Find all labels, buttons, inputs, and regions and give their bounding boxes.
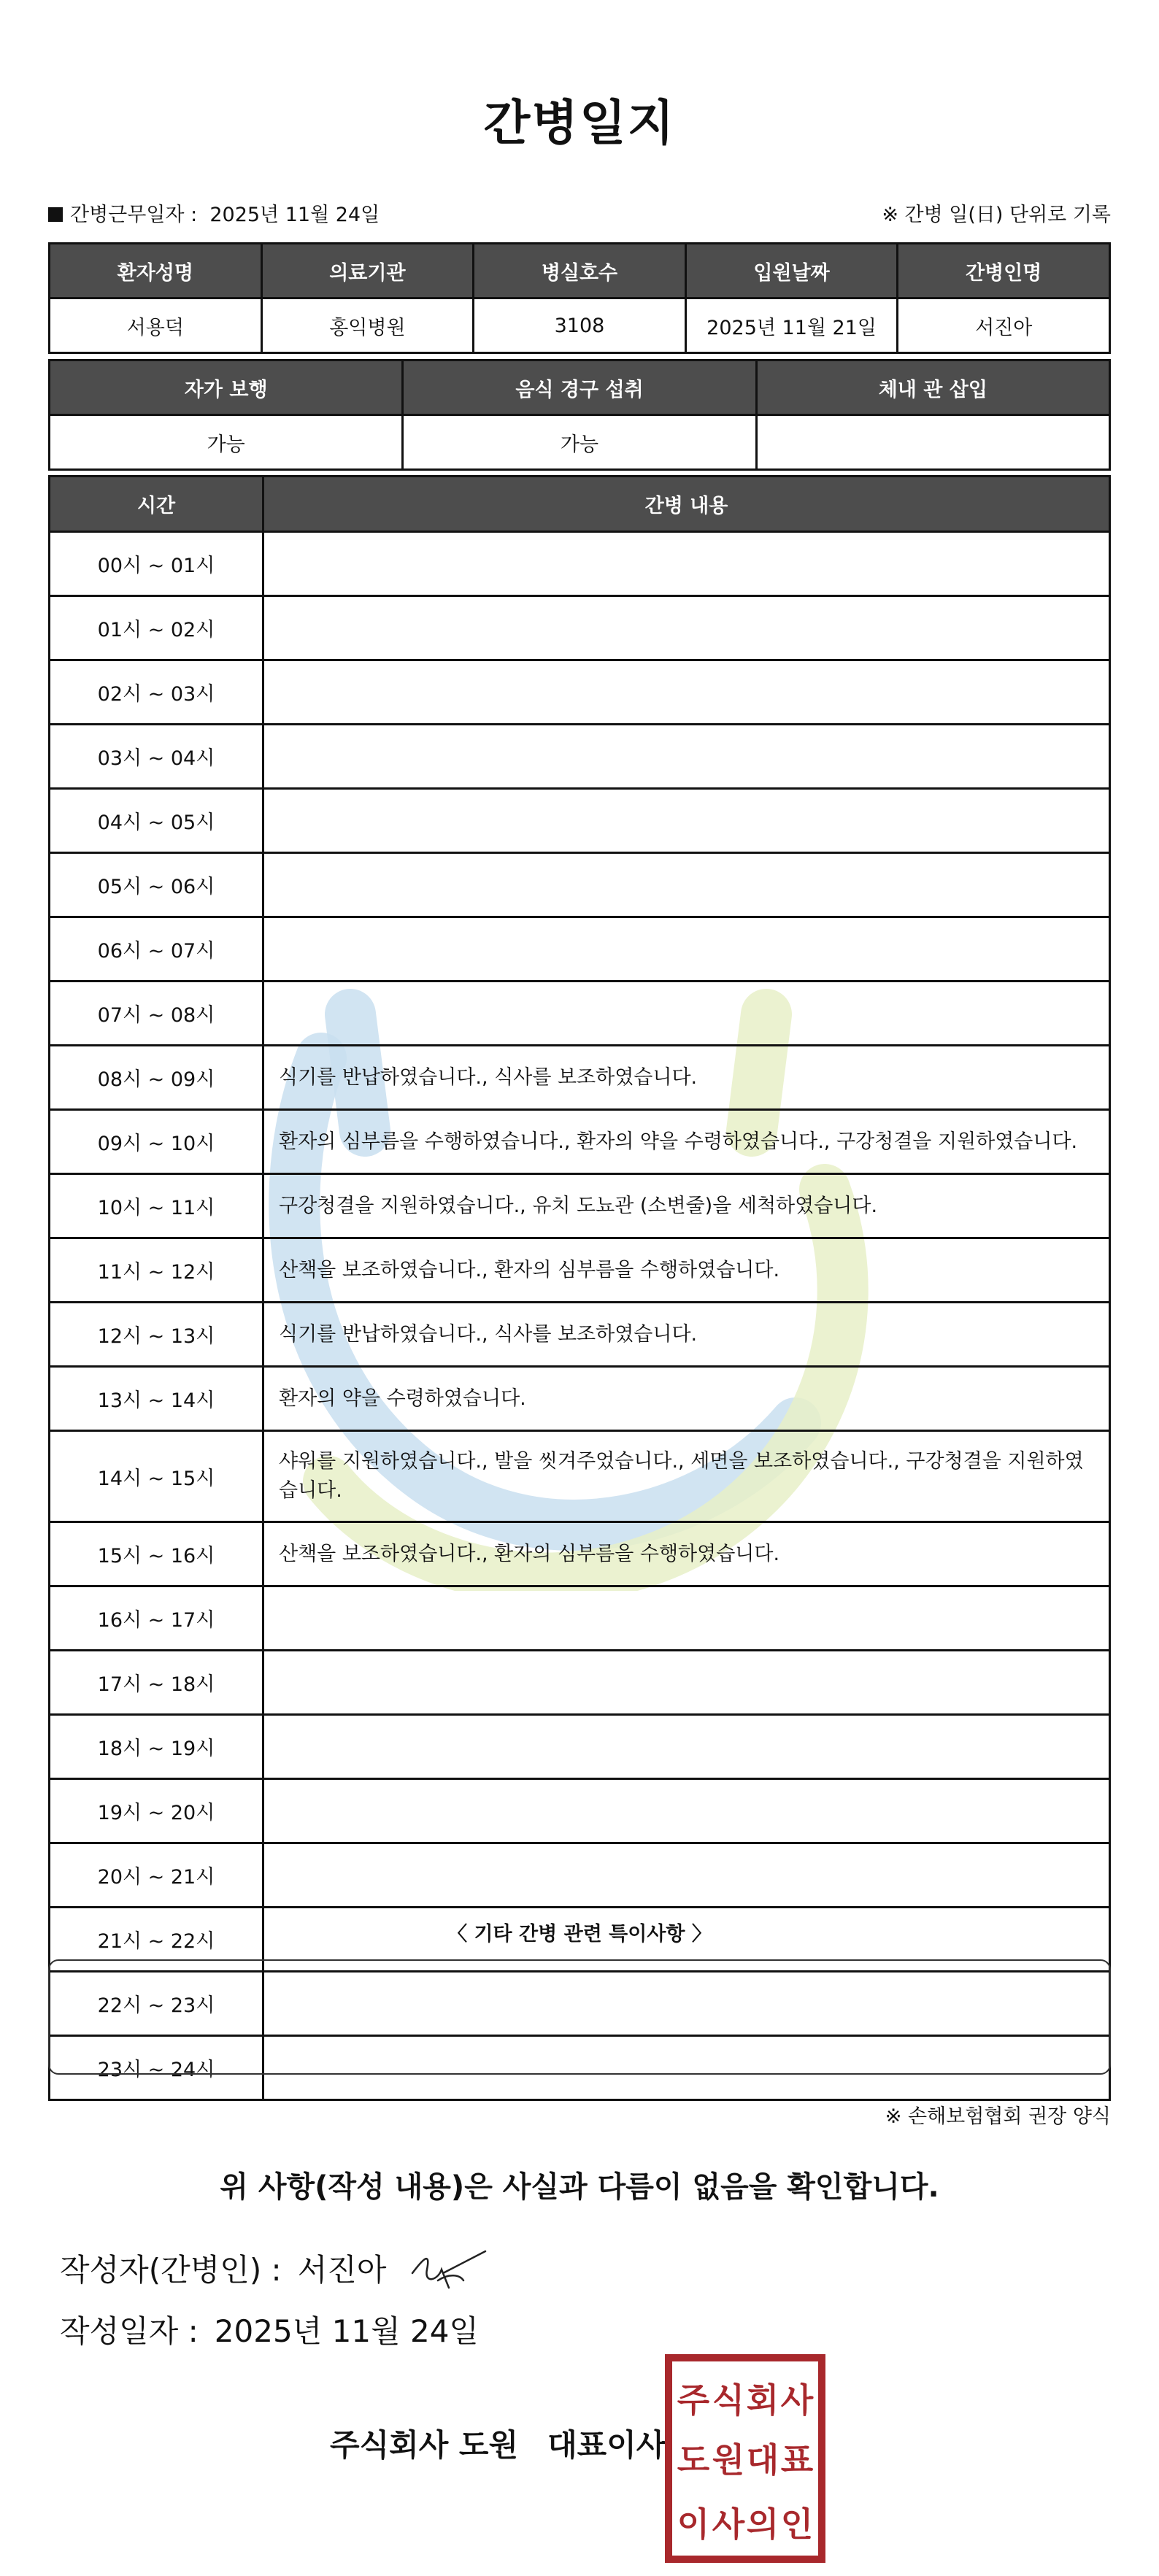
header-care-content: 간병 내용 (263, 477, 1110, 532)
seal-glyphs (677, 2380, 814, 2544)
log-row (50, 1431, 1110, 1522)
log-note-cell (263, 532, 1110, 596)
log-row (50, 1238, 1110, 1303)
log-time-cell: 17시 ~ 18시 (50, 1651, 263, 1715)
tube-insertion-value (756, 415, 1109, 470)
patient-info-table (48, 242, 1111, 354)
seal-glyph: 사 (780, 2380, 814, 2420)
writer-name: 서진아 (297, 2252, 387, 2288)
work-date-value: 2025년 11월 24일 (209, 204, 380, 226)
log-time-cell: 14시 ~ 15시 (50, 1431, 263, 1522)
log-time-cell: 04시 ~ 05시 (50, 789, 263, 853)
patient-info-header-row (50, 244, 1110, 298)
written-date-label: 작성일자 : (60, 2313, 199, 2349)
log-time-cell: 05시 ~ 06시 (50, 853, 263, 917)
log-row (50, 1110, 1110, 1174)
seal-glyph: 사 (712, 2504, 745, 2544)
handwritten-signature (398, 2229, 493, 2299)
log-note-cell: 식기를 반납하였습니다., 식사를 보조하였습니다. (263, 1046, 1110, 1110)
caregiver-name-value: 서진아 (898, 298, 1110, 353)
log-time-cell: 07시 ~ 08시 (50, 982, 263, 1046)
header-patient-name: 환자성명 (50, 244, 262, 298)
admission-date-value: 2025년 11월 21일 (685, 298, 898, 353)
written-date-value: 2025년 11월 24일 (214, 2313, 479, 2349)
company-title: 대표이사 (547, 2427, 666, 2463)
log-note-cell (263, 660, 1110, 725)
log-row (50, 1174, 1110, 1238)
log-time-cell: 19시 ~ 20시 (50, 1779, 263, 1843)
log-body (50, 532, 1110, 2100)
self-walking-value: 가능 (50, 415, 403, 470)
work-date-label: 간병근무일자 : (70, 204, 198, 226)
header-time: 시간 (50, 477, 263, 532)
patient-name-value: 서용덕 (50, 298, 262, 353)
log-time-cell: 21시 ~ 22시 (50, 1908, 263, 1972)
status-info-value-row (50, 415, 1110, 470)
company-name: 주식회사 도원 (330, 2427, 519, 2463)
header-caregiver-name: 간병인명 (898, 244, 1110, 298)
log-note-cell (263, 1715, 1110, 1779)
others-section-title: 〈 기타 간병 관련 특이사항 〉 (447, 1923, 712, 1946)
log-row (50, 596, 1110, 660)
log-note-cell: 구강청결을 지원하였습니다., 유치 도뇨관 (소변줄)을 세척하였습니다. (263, 1174, 1110, 1238)
confirmation-statement: 위 사항(작성 내용)은 사실과 다름이 없음을 확인합니다. (220, 2170, 939, 2204)
company-seal-stamp (664, 2353, 826, 2564)
hospital-value: 홍익병원 (261, 298, 474, 353)
log-row (50, 1046, 1110, 1110)
log-time-cell: 10시 ~ 11시 (50, 1174, 263, 1238)
log-row (50, 982, 1110, 1046)
log-row (50, 1303, 1110, 1367)
room-number-value: 3108 (474, 298, 686, 353)
seal-glyph: 표 (780, 2440, 814, 2480)
header-admission-date: 입원날짜 (685, 244, 898, 298)
writer-label: 작성자(간병인) : (60, 2252, 282, 2288)
log-row (50, 1522, 1110, 1586)
work-date-line (48, 198, 380, 227)
seal-glyph: 도 (677, 2440, 710, 2480)
log-row (50, 725, 1110, 789)
seal-glyph: 의 (746, 2504, 779, 2544)
log-note-cell: 환자의 심부름을 수행하였습니다., 환자의 약을 수령하였습니다., 구강청결을 지원하였습니다. (263, 1110, 1110, 1174)
status-info-table (48, 359, 1111, 471)
log-time-cell: 15시 ~ 16시 (50, 1522, 263, 1586)
log-note-cell: 샤워를 지원하였습니다., 발을 씻겨주었습니다., 세면을 보조하였습니다., 구강청결을 지원하였습니다. (263, 1431, 1110, 1522)
log-time-cell: 11시 ~ 12시 (50, 1238, 263, 1303)
log-row (50, 917, 1110, 982)
log-time-cell: 03시 ~ 04시 (50, 725, 263, 789)
seal-glyph: 회 (746, 2380, 779, 2420)
seal-glyph: 식 (712, 2380, 745, 2420)
log-note-cell (263, 725, 1110, 789)
log-note-cell (263, 596, 1110, 660)
log-header-row (50, 477, 1110, 532)
log-time-cell: 02시 ~ 03시 (50, 660, 263, 725)
seal-glyph: 인 (780, 2504, 814, 2544)
oral-intake-value: 가능 (403, 415, 756, 470)
unit-note: ※ 간병 일(日) 단위로 기록 (882, 204, 1111, 226)
log-row (50, 1779, 1110, 1843)
patient-info-value-row (50, 298, 1110, 353)
log-note-cell (263, 1651, 1110, 1715)
log-time-cell: 01시 ~ 02시 (50, 596, 263, 660)
log-row (50, 789, 1110, 853)
status-info-header-row (50, 360, 1110, 415)
log-row (50, 1367, 1110, 1431)
writer-line (60, 2246, 386, 2290)
header-self-walking: 자가 보행 (50, 360, 403, 415)
log-row (50, 1586, 1110, 1651)
square-bullet-icon (48, 207, 63, 222)
log-row (50, 1651, 1110, 1715)
log-note-cell: 식기를 반납하였습니다., 식사를 보조하였습니다. (263, 1303, 1110, 1367)
log-note-cell (263, 1586, 1110, 1651)
log-note-cell (263, 1843, 1110, 1908)
log-time-cell: 13시 ~ 14시 (50, 1367, 263, 1431)
log-row (50, 853, 1110, 917)
seal-glyph: 이 (677, 2504, 710, 2544)
others-notes-box (48, 1959, 1111, 2075)
header-tube-insertion: 체내 관 삽입 (756, 360, 1109, 415)
log-note-cell (263, 982, 1110, 1046)
written-date-line (60, 2307, 479, 2351)
log-time-cell: 16시 ~ 17시 (50, 1586, 263, 1651)
log-time-cell: 12시 ~ 13시 (50, 1303, 263, 1367)
log-note-cell (263, 1779, 1110, 1843)
log-note-cell: 산책을 보조하였습니다., 환자의 심부름을 수행하였습니다. (263, 1238, 1110, 1303)
hourly-care-log-table (48, 475, 1111, 2101)
log-time-cell: 18시 ~ 19시 (50, 1715, 263, 1779)
log-time-cell: 23시 ~ 24시 (50, 2036, 263, 2100)
header-room-number: 병실호수 (474, 244, 686, 298)
log-row (50, 1715, 1110, 1779)
log-row (50, 660, 1110, 725)
log-time-cell: 06시 ~ 07시 (50, 917, 263, 982)
log-note-cell: 환자의 약을 수령하였습니다. (263, 1367, 1110, 1431)
log-note-cell (263, 853, 1110, 917)
company-line (330, 2421, 666, 2465)
log-row (50, 532, 1110, 596)
log-time-cell: 00시 ~ 01시 (50, 532, 263, 596)
log-row (50, 1843, 1110, 1908)
seal-glyph: 대 (746, 2440, 779, 2480)
form-source-note: ※ 손해보험협회 권장 양식 (885, 2105, 1111, 2128)
page-title: 간병일지 (483, 95, 676, 151)
log-time-cell: 22시 ~ 23시 (50, 1972, 263, 2036)
header-hospital: 의료기관 (261, 244, 474, 298)
header-oral-intake: 음식 경구 섭취 (403, 360, 756, 415)
log-note-cell (263, 917, 1110, 982)
log-time-cell: 08시 ~ 09시 (50, 1046, 263, 1110)
seal-glyph: 원 (712, 2440, 745, 2480)
log-time-cell: 20시 ~ 21시 (50, 1843, 263, 1908)
seal-glyph: 주 (677, 2380, 710, 2420)
log-note-cell (263, 789, 1110, 853)
log-time-cell: 09시 ~ 10시 (50, 1110, 263, 1174)
log-note-cell: 산책을 보조하였습니다., 환자의 심부름을 수행하였습니다. (263, 1522, 1110, 1586)
